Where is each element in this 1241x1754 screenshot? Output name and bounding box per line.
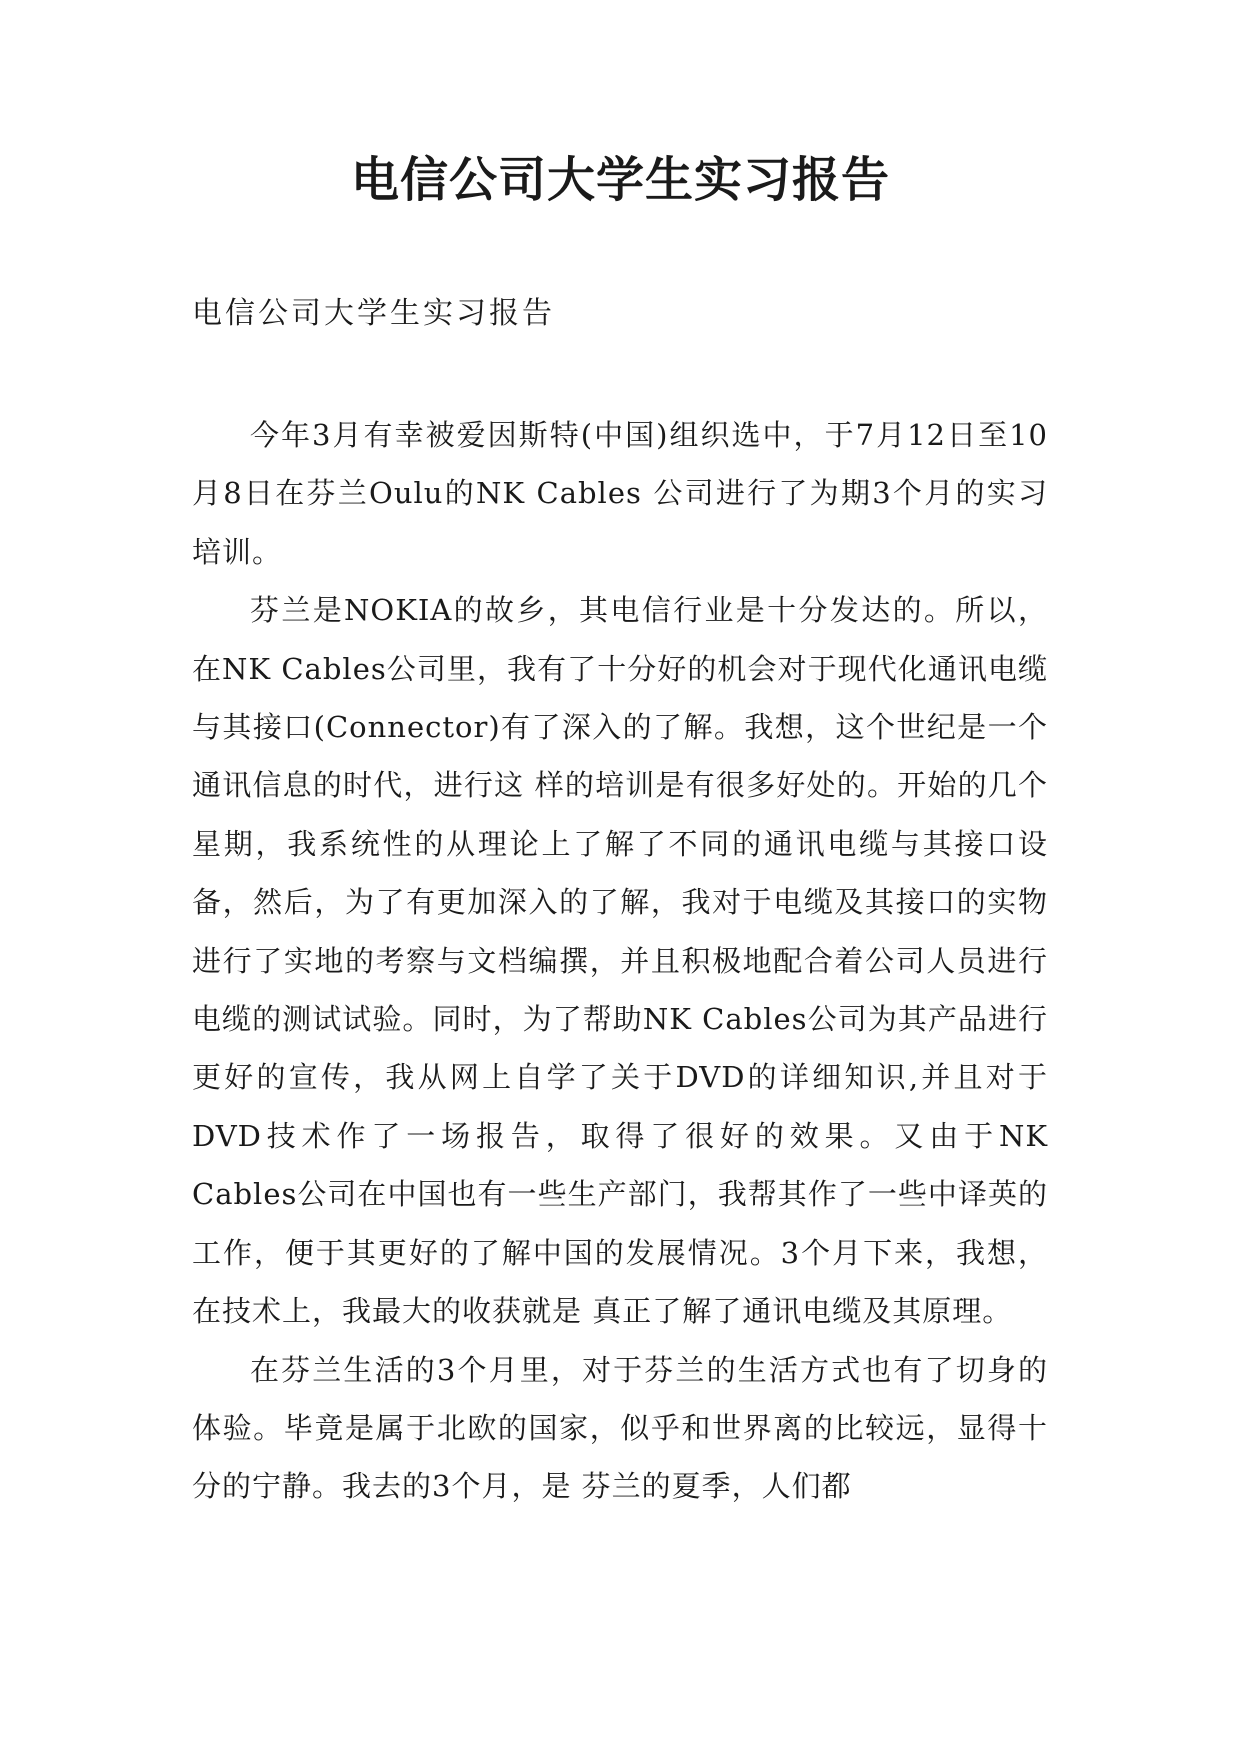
paragraph-3: 在芬兰生活的3个月里，对于芬兰的生活方式也有了切身的体验。毕竟是属于北欧的国家，似乎和世界离的比较远，显得十分的宁静。我去的3个月，是 芬兰的夏季，人们都 xyxy=(192,1352,1048,1504)
document-title: 电信公司大学生实习报告 xyxy=(350,152,890,208)
paragraph-2: 芬兰是NOKIA的故乡，其电信行业是十分发达的。所以，在NK Cables公司里，我有了十分好的机会对于现代化通讯电缆与其接口(Connector)有了深入的了解。我想，这个世纪是一个通讯信息的时代，进行这 样的培训是有很多好处的。开始的几个星期，我系统性的从理论上了解了不同的通讯电缆与其接口设备，然后，为了有更加深入的了解，我对于电缆及其接口的实物 进行了实地的考察与文档编撰，并且积极地配合着公司人员进行电缆的测试试验。同时，为了帮助NK Cables公司为其产品进行更好的宣传，我从网上自学了关于DVD的详细知识,并且对于DVD技术作了一场报告，取得了很好的效果。又由于NK Cables公司在中国也有一些生产部门，我帮其作了一些中译英的工作，便于其更好的了解中国的发展情况。3个月下来，我想，在技术上，我最大的收获就是 真正了解了通讯电缆及其原理。 xyxy=(192,593,1048,1329)
document-body xyxy=(192,406,1048,1516)
document-subtitle: 电信公司大学生实习报告 xyxy=(192,296,555,331)
paragraph-1: 今年3月有幸被爱因斯特(中国)组织选中，于7月12日至10月8日在芬兰Oulu的NK Cables 公司进行了为期3个月的实习培训。 xyxy=(192,418,1048,569)
